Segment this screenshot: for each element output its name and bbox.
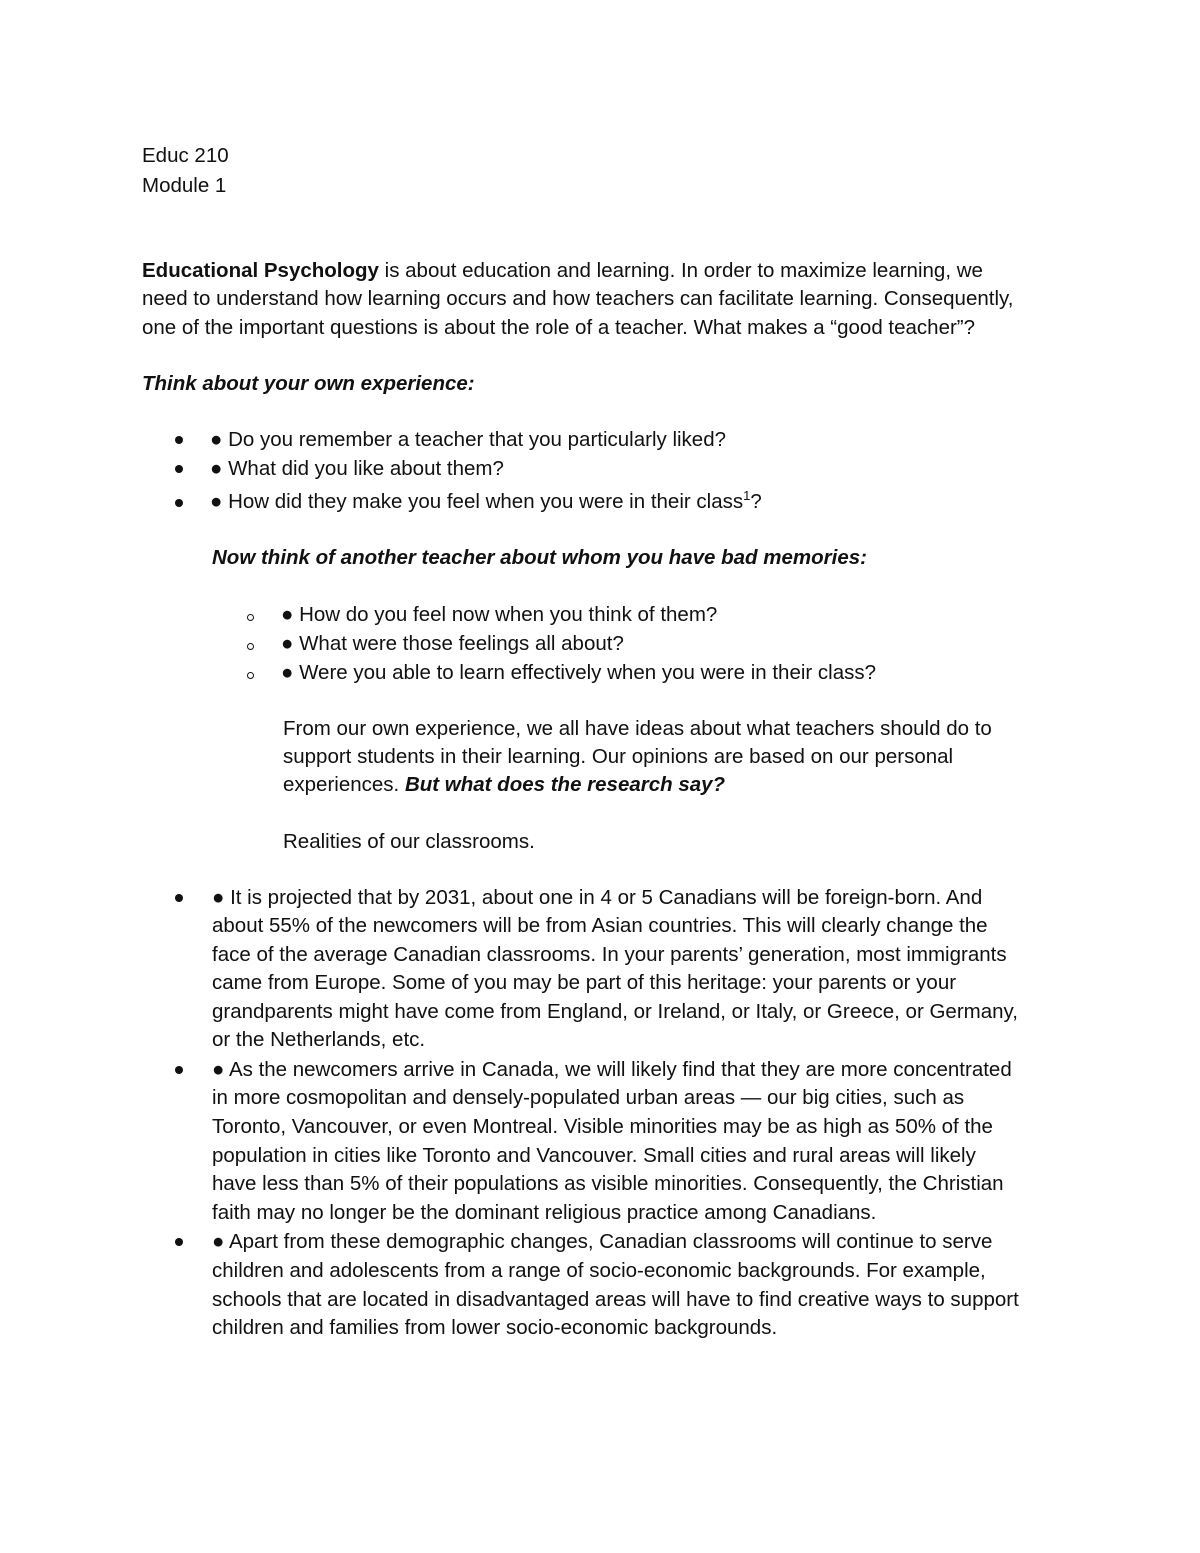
good-question-1: ● Do you remember a teacher that you particularly liked?: [210, 428, 727, 451]
key-term: Educational Psychology: [142, 259, 379, 282]
sub-bullet-marker: [247, 672, 254, 679]
research-question: But what does the research say?: [404, 773, 726, 796]
reality-2-line-6: faith may no longer be the dominant religious practice among Canadians.: [212, 1201, 877, 1224]
bad-question-2: ● What were those feelings all about?: [281, 632, 624, 655]
reality-2-line-1: ● As the newcomers arrive in Canada, we will likely find that they are more concentrated: [212, 1058, 1012, 1081]
prompt-own-experience: Think about your own experience:: [142, 372, 475, 395]
good-question-3-text: ● How did they make you feel when you were in their class: [210, 490, 744, 513]
research-line-3: [283, 771, 725, 799]
reality-2-line-3: Toronto, Vancouver, or even Montreal. Visible minorities may be as high as 50% of the: [212, 1115, 993, 1138]
research-line-1: From our own experience, we all have ideas about what teachers should do to: [283, 717, 992, 740]
reality-1-line-3: face of the average Canadian classrooms. In your parents’ generation, most immigrants: [212, 943, 1007, 966]
intro-line-2: need to understand how learning occurs and how teachers can facilitate learning. Consequently,: [142, 287, 1014, 310]
intro-line-1: [142, 257, 983, 285]
reality-3-line-3: schools that are located in disadvantaged areas will have to find creative ways to support: [212, 1288, 1019, 1311]
prompt-bad-memories: Now think of another teacher about whom you have bad memories:: [212, 546, 867, 569]
bullet-marker: [175, 1238, 183, 1246]
reality-3-line-2: children and adolescents from a range of socio-economic backgrounds. For example,: [212, 1259, 986, 1282]
reality-1-line-2: about 55% of the newcomers will be from Asian countries. This will clearly change the: [212, 914, 988, 937]
sub-bullet-marker: [247, 643, 254, 650]
reality-2-line-2: in more cosmopolitan and densely-populated urban areas — our big cities, such as: [212, 1086, 965, 1109]
reality-2-line-5: have less than 5% of their populations as visible minorities. Consequently, the Christian: [212, 1172, 1004, 1195]
good-question-3: [210, 488, 762, 516]
reality-2-line-4: population in cities like Toronto and Vancouver. Small cities and rural areas will likely: [212, 1144, 976, 1167]
reality-1-line-5: grandparents might have come from England, or Ireland, or Italy, or Greece, or Germany,: [212, 1000, 1018, 1023]
bullet-marker: [175, 436, 183, 444]
reality-3-line-4: children and families from lower socio-economic backgrounds.: [212, 1316, 778, 1339]
research-line-2: support students in their learning. Our opinions are based on our personal: [283, 745, 954, 768]
bullet-marker: [175, 465, 183, 473]
bullet-marker: [175, 894, 183, 902]
course-code: Educ 210: [142, 144, 229, 167]
reality-1-line-1: ● It is projected that by 2031, about one in 4 or 5 Canadians will be foreign-born. And: [212, 886, 983, 909]
reality-3-line-1: ● Apart from these demographic changes, Canadian classrooms will continue to serve: [212, 1230, 993, 1253]
module-title: Module 1: [142, 174, 227, 197]
bullet-marker: [175, 1066, 183, 1074]
intro-line-1-rest: is about education and learning. In order to maximize learning, we: [378, 259, 983, 282]
bad-question-3: ● Were you able to learn effectively when you were in their class?: [281, 661, 877, 684]
realities-heading: Realities of our classrooms.: [283, 830, 535, 853]
research-line-3-plain: experiences.: [283, 773, 405, 796]
intro-line-3: one of the important questions is about the role of a teacher. What makes a “good teacher”?: [142, 316, 976, 339]
bullet-marker: [175, 499, 183, 507]
footnote-marker[interactable]: 1: [743, 488, 751, 503]
reality-1-line-6: or the Netherlands, etc.: [212, 1028, 426, 1051]
good-question-2: ● What did you like about them?: [210, 457, 504, 480]
sub-bullet-marker: [247, 614, 254, 621]
reality-1-line-4: came from Europe. Some of you may be part of this heritage: your parents or your: [212, 971, 957, 994]
bad-question-1: ● How do you feel now when you think of them?: [281, 603, 718, 626]
question-mark: ?: [750, 490, 762, 513]
